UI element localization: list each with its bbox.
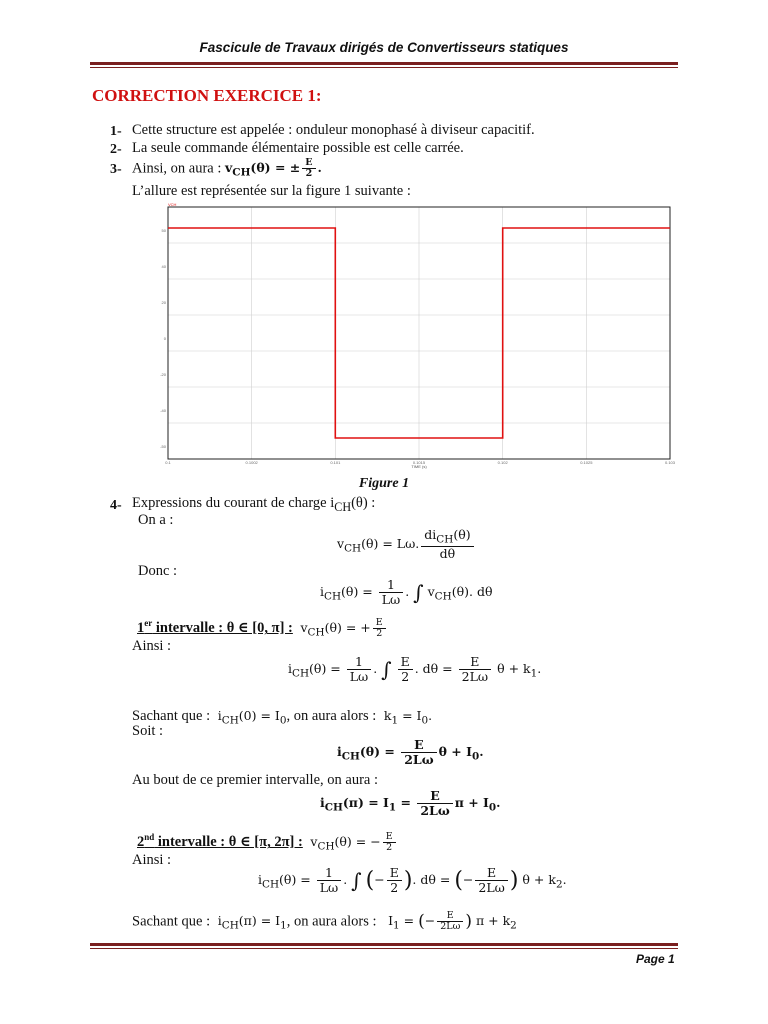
x-tick-label: 0.103 [664, 460, 676, 465]
x-tick-label: 0.102 [497, 460, 508, 465]
footer-rule-thin [90, 948, 678, 949]
sachant-que-1: Sachant que : $i_{CH}(0) = I_0$, on aura alors : $k_1 = I_0$. [132, 708, 433, 727]
header-rule [90, 62, 678, 65]
y-tick-label: 20 [161, 300, 166, 306]
section-title: CORRECTION EXERCICE 1: [92, 86, 322, 105]
x-tick-label: 0.1025 [580, 460, 593, 465]
item-1-number: 1- [110, 124, 122, 139]
header-rule-thin [90, 67, 678, 68]
item-3-equation: $v_{CH}(\theta)$ = ± $\frac{E}{2}$ . [225, 157, 322, 180]
y-tick-label: -20 [160, 372, 166, 378]
equation-ich-integral: $i_{CH}(\theta)$ = $\frac{1}{L\omega}$ . ∫ $v_{CH}(\theta)$. dθ [320, 577, 493, 607]
square-wave-chart [160, 202, 676, 469]
bout-intervalle-text: Au bout de ce premier intervalle, on aura : [132, 772, 378, 788]
item-3-text [132, 158, 322, 180]
y-tick-label: -40 [160, 408, 166, 414]
item-3-line2: L’allure est représentée sur la figure 1 suivante : [132, 183, 411, 199]
equation-vch-def: $v_{CH}(\theta) = L\omega$. $\frac{di_{CH}(\theta)}{d\theta}$ [337, 528, 476, 561]
x-axis-label: TIME (s) [411, 464, 427, 469]
item-3-number: 3- [110, 162, 122, 177]
second-interval-heading: 2nd intervalle : θ ∈ [π, 2π] : $v_{CH}(\theta)$ = − $\frac{E}{2}$ [137, 832, 398, 854]
item-4-text: Expressions du courant de charge $i_{CH}(\theta)$ : [132, 495, 376, 514]
figure-caption: Figure 1 [358, 476, 410, 491]
y-tick-labels [160, 228, 167, 449]
page-number: Page 1 [636, 952, 675, 966]
x-tick-label: 0.1015 [412, 460, 426, 465]
item-2-number: 2- [110, 142, 122, 157]
first-interval-heading: 1er intervalle : θ ∈ [0, π] : $v_{CH}(\theta)$ = + $\frac{E}{2}$ [137, 618, 388, 640]
soit-text: Soit : [132, 723, 164, 739]
x-tick-label: 0.101 [330, 460, 341, 465]
ainsi-text-2: Ainsi : [132, 852, 172, 868]
equation-ich-interval1: $i_{CH}(\theta)$ = $\frac{1}{L\omega}$ . ∫ $\frac{E}{2}$ . dθ = $\frac{E}{2L\omega}$ $\theta + k_1$. [288, 654, 542, 684]
equation-ich-result1: $i_{CH}(\theta)$ = $\frac{E}{2L\omega}$ $\theta + I_0$. [337, 737, 484, 767]
chart-legend: VCH [168, 202, 177, 207]
equation-i1: $i_{CH}(\pi) = I_1$ = $\frac{E}{2L\omega}$ $\pi + I_0$. [320, 788, 501, 818]
sachant-que-2: Sachant que : $i_{CH}(\pi) = I_1$, on aura alors : $I_1$ = (− $\frac{E}{2L\omega}$ ) $\pi + k_2$ [132, 910, 517, 933]
x-tick-label: 0.1 [165, 460, 171, 465]
y-tick-label: 50 [161, 228, 166, 234]
item-1-text: Cette structure est appelée : onduleur monophasé à diviseur capacitif. [132, 122, 535, 138]
on-a-text: On a : [138, 512, 174, 528]
donc-text: Donc : [138, 563, 178, 579]
equation-ich-interval2: $i_{CH}(\theta)$ = $\frac{1}{L\omega}$ . ∫ (− $\frac{E}{2}$ ). dθ = (− $\frac{E}{2L\omega}$ ) $\theta + k_2$. [258, 865, 567, 895]
ainsi-text-1: Ainsi : [132, 638, 172, 654]
item-2-text: La seule commande élémentaire possible est celle carrée. [132, 140, 464, 156]
y-tick-label: 0 [163, 336, 166, 342]
y-tick-label: -50 [160, 444, 166, 450]
document-header: Fascicule de Travaux dirigés de Convertisseurs statiques [199, 40, 569, 55]
x-tick-label: 0.1002 [245, 460, 258, 465]
item-3-label: Ainsi, on aura : [132, 160, 222, 177]
item-4-number: 4- [110, 498, 122, 513]
footer-rule [90, 943, 678, 946]
y-tick-label: 40 [161, 264, 166, 270]
